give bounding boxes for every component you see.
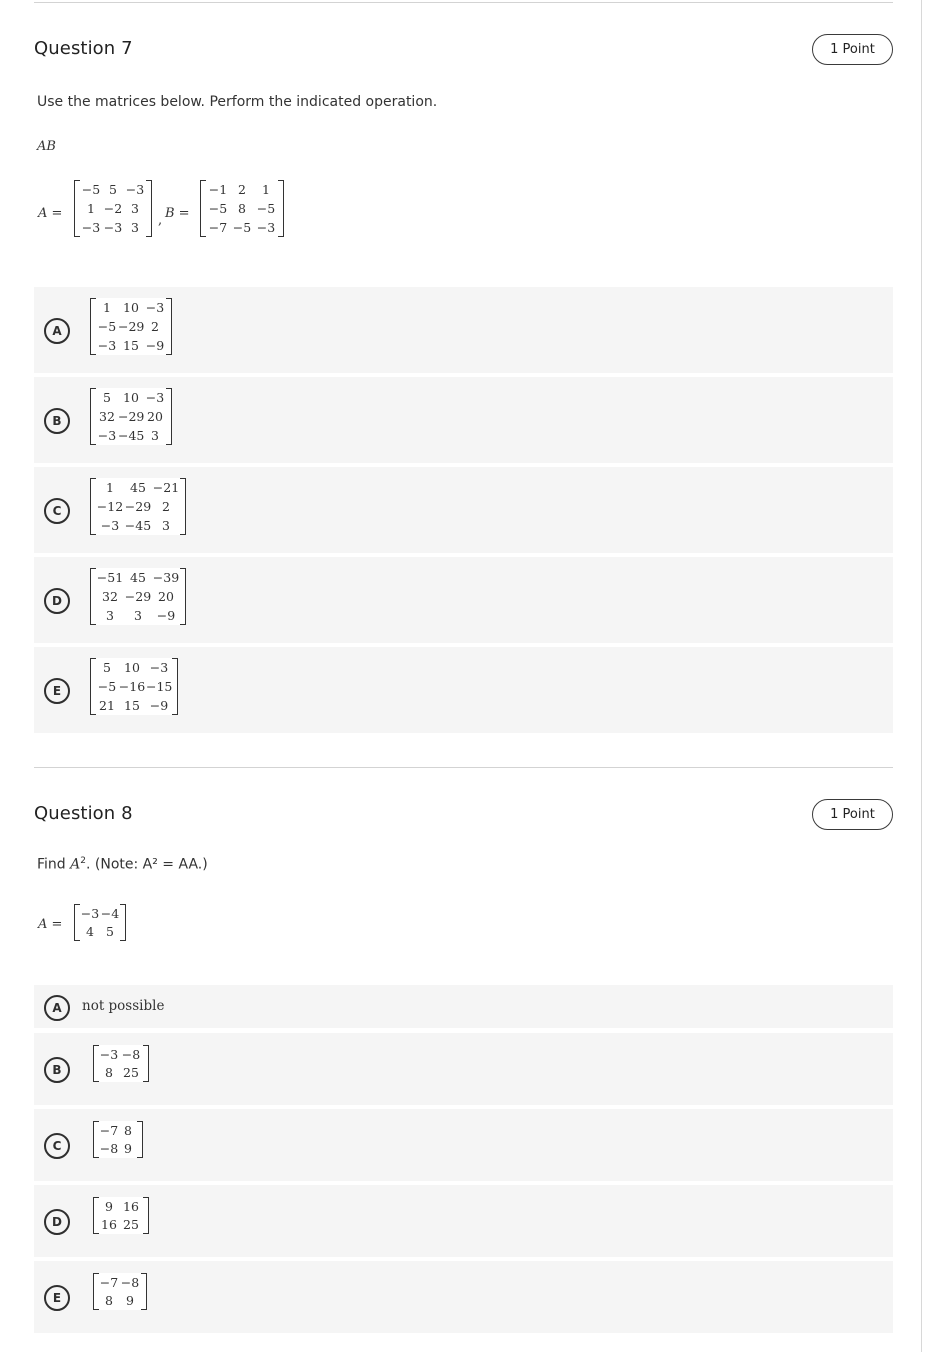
matrix-cell: −8: [99, 1141, 119, 1156]
page-right-border: [921, 0, 922, 1352]
matrix-cell: −7: [99, 1275, 119, 1290]
matrix-cell: −45: [118, 428, 145, 443]
option-a-letter: A: [44, 318, 70, 344]
option-b-matrix: [93, 1045, 149, 1082]
matrix-b: [200, 180, 284, 237]
matrix-cell: 21: [99, 698, 115, 713]
matrix-cell: 3: [151, 428, 159, 443]
matrix-cell: 15: [124, 698, 140, 713]
matrix-cell: −5: [208, 201, 228, 216]
question-7-option-c[interactable]: [34, 467, 893, 553]
matrix-cell: −5: [256, 201, 276, 216]
matrix-cell: −4: [100, 906, 120, 921]
matrix-cell: 16: [123, 1199, 139, 1214]
matrix-cell: −3: [145, 390, 165, 405]
matrix-cell: 9: [126, 1293, 134, 1308]
option-b-matrix: [90, 388, 172, 445]
matrix-cell: 32: [99, 409, 115, 424]
matrix-cell: −3: [97, 428, 117, 443]
matrix-cell: 25: [123, 1217, 139, 1232]
option-a-matrix: [90, 298, 172, 355]
matrix-a-q8: [74, 904, 126, 941]
matrix-cell: −3: [81, 220, 101, 235]
option-c-matrix: [90, 478, 186, 535]
matrix-cell: −29: [124, 589, 152, 604]
question-8-title: Question 8: [34, 803, 133, 824]
matrix-cell: 8: [124, 1123, 132, 1138]
matrix-cell: −3: [256, 220, 276, 235]
matrix-cell: 3: [134, 608, 142, 623]
matrix-cell: 45: [130, 480, 146, 495]
question-8-option-c[interactable]: [34, 1109, 893, 1181]
option-b-letter: B: [44, 408, 70, 434]
option-c-matrix: [93, 1121, 143, 1158]
matrix-cell: 20: [147, 409, 163, 424]
matrix-cell: −3: [149, 660, 169, 675]
matrix-cell: 2: [151, 319, 159, 334]
matrix-cell: 8: [105, 1293, 113, 1308]
matrix-cell: −5: [232, 220, 252, 235]
question-7-prompt: Use the matrices below. Perform the indicated operation.: [37, 94, 438, 110]
option-d-letter: D: [44, 588, 70, 614]
matrix-cell: 1: [103, 300, 111, 315]
matrix-cell: 3: [106, 608, 114, 623]
matrix-cell: 2: [162, 499, 170, 514]
matrix-cell: −9: [145, 338, 165, 353]
matrix-cell: −3: [99, 1047, 119, 1062]
option-d-letter: D: [44, 1209, 70, 1235]
question-7-option-b[interactable]: [34, 377, 893, 463]
option-d-matrix: [90, 568, 186, 625]
matrix-cell: −8: [121, 1047, 141, 1062]
question-8-option-b[interactable]: [34, 1033, 893, 1105]
matrix-cell: −8: [120, 1275, 140, 1290]
matrix-cell: −1: [208, 182, 228, 197]
question-7-points-badge: 1 Point: [812, 34, 893, 65]
question-8-points-badge: 1 Point: [812, 799, 893, 830]
matrix-cell: 3: [131, 201, 139, 216]
question-8-option-a[interactable]: [34, 985, 893, 1028]
matrix-cell: −3: [97, 338, 117, 353]
option-b-letter: B: [44, 1057, 70, 1083]
matrix-cell: 1: [106, 480, 114, 495]
matrix-cell: −12: [96, 499, 124, 514]
matrix-cell: −3: [125, 182, 145, 197]
matrix-cell: 5: [103, 390, 111, 405]
question-7-option-d[interactable]: [34, 557, 893, 643]
matrix-cell: −5: [97, 319, 117, 334]
matrix-cell: −9: [156, 608, 176, 623]
matrix-b-label: B =: [165, 206, 190, 221]
matrix-cell: 1: [262, 182, 270, 197]
matrix-cell: −7: [208, 220, 228, 235]
option-e-letter: E: [44, 678, 70, 704]
matrix-separator: ,: [158, 213, 163, 228]
question-divider: [34, 767, 893, 768]
matrix-cell: −29: [118, 409, 145, 424]
matrix-cell: 5: [103, 660, 111, 675]
matrix-cell: −7: [99, 1123, 119, 1138]
option-a-text: not possible: [82, 998, 165, 1014]
matrix-cell: 4: [86, 924, 94, 939]
matrix-cell: −5: [81, 182, 101, 197]
question-8-option-d[interactable]: [34, 1185, 893, 1257]
matrix-a-label: A =: [38, 206, 63, 221]
question-7-option-a[interactable]: [34, 287, 893, 373]
matrix-cell: 10: [123, 300, 139, 315]
matrix-cell: 20: [158, 589, 174, 604]
option-c-letter: C: [44, 1133, 70, 1159]
matrix-cell: −15: [146, 679, 173, 694]
matrix-cell: −9: [149, 698, 169, 713]
matrix-cell: −51: [96, 570, 124, 585]
matrix-cell: −21: [152, 480, 180, 495]
matrix-cell: 2: [238, 182, 246, 197]
matrix-cell: −3: [145, 300, 165, 315]
option-e-matrix: [90, 658, 178, 715]
question-7-option-e[interactable]: [34, 647, 893, 733]
matrix-a-label-q8: A =: [38, 917, 63, 932]
question-8-prompt: Find $A^2$. (Note: A² = AA.): [37, 856, 208, 873]
matrix-cell: 9: [124, 1141, 132, 1156]
question-7-operation: AB: [37, 139, 56, 154]
matrix-cell: −3: [103, 220, 123, 235]
matrix-cell: 25: [123, 1065, 139, 1080]
matrix-cell: 15: [123, 338, 139, 353]
matrix-cell: 8: [238, 201, 246, 216]
option-a-letter: A: [44, 995, 70, 1021]
matrix-cell: −16: [118, 679, 146, 694]
matrix-cell: −45: [124, 518, 152, 533]
option-e-letter: E: [44, 1285, 70, 1311]
option-d-matrix: [93, 1197, 149, 1234]
question-8-option-e[interactable]: [34, 1261, 893, 1333]
question-7-title: Question 7: [34, 38, 133, 59]
matrix-a: [74, 180, 152, 237]
matrix-cell: 16: [101, 1217, 117, 1232]
matrix-cell: 10: [124, 660, 140, 675]
matrix-cell: 8: [105, 1065, 113, 1080]
matrix-cell: 3: [131, 220, 139, 235]
matrix-cell: −29: [124, 499, 152, 514]
matrix-cell: −3: [100, 518, 120, 533]
matrix-cell: 32: [102, 589, 118, 604]
matrix-cell: −3: [80, 906, 100, 921]
option-c-letter: C: [44, 498, 70, 524]
matrix-cell: 9: [105, 1199, 113, 1214]
matrix-cell: 5: [109, 182, 117, 197]
matrix-cell: −2: [103, 201, 123, 216]
matrix-cell: −29: [118, 319, 145, 334]
matrix-cell: 1: [87, 201, 95, 216]
matrix-cell: 3: [162, 518, 170, 533]
matrix-cell: 45: [130, 570, 146, 585]
matrix-cell: 5: [106, 924, 114, 939]
matrix-cell: −39: [152, 570, 180, 585]
option-e-matrix: [93, 1273, 147, 1310]
matrix-cell: 10: [123, 390, 139, 405]
matrix-cell: −5: [97, 679, 117, 694]
top-divider: [34, 2, 893, 3]
